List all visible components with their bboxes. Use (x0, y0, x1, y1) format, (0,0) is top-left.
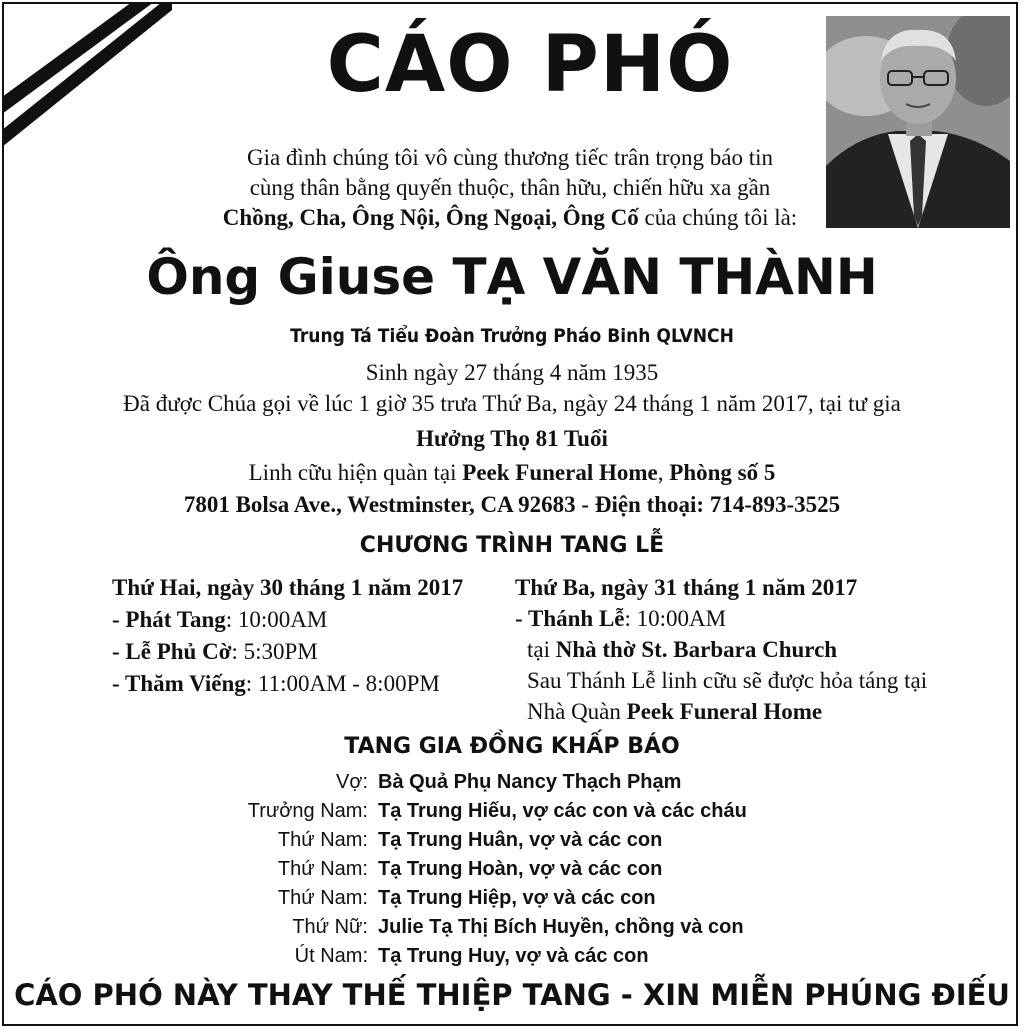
member-name: Tạ Trung Huân, vợ và các con (378, 829, 663, 851)
relation: Thứ Nam: (277, 858, 368, 880)
member-name: Tạ Trung Hiệp, vợ và các con (378, 887, 656, 909)
relation: Thứ Nam: (277, 829, 368, 851)
member-name: Tạ Trung Huy, vợ và các con (378, 945, 649, 967)
day-1-date: Thứ Hai, ngày 30 tháng 1 năm 2017 (112, 575, 464, 600)
viewing-prefix: Linh cữu hiện quàn tại (248, 460, 463, 485)
member-name: Tạ Trung Hiếu, vợ các con và các cháu (378, 800, 747, 822)
viewing-address (0, 492, 1024, 518)
program-day-1 (112, 572, 463, 700)
age-at-death: Hưởng Thọ 81 Tuổi (416, 426, 608, 451)
cremation-note: Sau Thánh Lễ linh cữu sẽ được hỏa táng tại (527, 668, 928, 693)
list-item (0, 855, 1024, 884)
birth-date: Sinh ngày 27 tháng 4 năm 1935 (365, 360, 659, 385)
place-name: Peek Funeral Home (626, 699, 823, 724)
passing-details: Đã được Chúa gọi về lúc 1 giờ 35 trưa Thứ Ba, ngày 24 tháng 1 năm 2017, tại tư gia (123, 391, 901, 416)
intro-line-3 (200, 203, 820, 233)
relation: Thứ Nam: (277, 887, 368, 909)
item-label: - Lễ Phủ Cờ (112, 639, 232, 664)
family-list (0, 768, 1024, 971)
item-label: - Phát Tang (112, 607, 226, 632)
list-item (0, 768, 1024, 797)
viewing-venue: Peek Funeral Home (462, 460, 658, 485)
mass-label: - Thánh Lễ (515, 606, 625, 631)
intro-line-1: Gia đình chúng tôi vô cùng thương tiếc trân trọng báo tin (246, 145, 774, 170)
program-day-2 (515, 572, 927, 727)
relation: Út Nam: (294, 945, 368, 967)
item-value: : 5:30PM (231, 639, 318, 664)
viewing-sep: , (657, 460, 670, 485)
relation: Thứ Nữ: (292, 916, 368, 938)
item-value: : 11:00AM - 8:00PM (245, 671, 440, 696)
viewing-room: Phòng số 5 (669, 460, 776, 485)
mourning-ribbon-icon (2, 2, 172, 152)
program-heading: CHƯƠNG TRÌNH TANG LỄ (359, 533, 665, 558)
church-name: Nhà thờ St. Barbara Church (555, 637, 838, 662)
page-title: CÁO PHÓ (326, 20, 734, 110)
member-name: Tạ Trung Hoàn, vợ và các con (378, 858, 663, 880)
place-prefix: Nhà Quàn (527, 699, 627, 724)
portrait-illustration (826, 16, 1010, 228)
address-street: 7801 Bolsa Ave (183, 492, 331, 517)
member-name: Bà Quả Phụ Nancy Thạch Phạm (378, 771, 682, 793)
relation: Vợ: (335, 771, 368, 793)
cremation-place (515, 696, 927, 727)
viewing-location (0, 460, 1024, 486)
day-1-item (112, 604, 463, 636)
list-item (0, 826, 1024, 855)
relation: Trưởng Nam: (247, 800, 368, 822)
intro-line-3-rest: của chúng tôi là: (638, 205, 798, 230)
at-prefix: tại (527, 637, 556, 662)
deceased-rank: Trung Tá Tiểu Đoàn Trưởng Pháo Binh QLVNCH (290, 325, 734, 347)
intro-line-2: cùng thân bằng quyến thuộc, thân hữu, chiến hữu xa gần (249, 175, 771, 200)
day-1-item (112, 636, 463, 668)
address-rest: ., Westminster, CA 92683 - Điện thoại: 714-893-3525 (330, 492, 841, 517)
mass-location (515, 634, 927, 665)
member-name: Julie Tạ Thị Bích Huyền, chồng và con (378, 916, 744, 938)
list-item (0, 884, 1024, 913)
list-item (0, 942, 1024, 971)
portrait-photo (826, 16, 1010, 228)
day-2-date: Thứ Ba, ngày 31 tháng 1 năm 2017 (515, 575, 858, 600)
list-item (0, 797, 1024, 826)
intro-text (200, 143, 820, 233)
mass-value: : 10:00AM (624, 606, 727, 631)
item-value: : 10:00AM (225, 607, 328, 632)
item-label: - Thăm Viếng (112, 671, 246, 696)
relations-bold: Chồng, Cha, Ông Nội, Ông Ngoại, Ông Cố (222, 205, 639, 230)
deceased-name: Ông Giuse TẠ VĂN THÀNH (146, 248, 878, 306)
family-heading: TANG GIA ĐỒNG KHẤP BÁO (344, 734, 680, 759)
list-item (0, 913, 1024, 942)
day-1-item (112, 668, 463, 700)
mass-time (515, 603, 927, 634)
footer-notice: CÁO PHÓ NÀY THAY THẾ THIỆP TANG - XIN MIỄN PHÚNG ĐIẾU (14, 978, 1010, 1012)
